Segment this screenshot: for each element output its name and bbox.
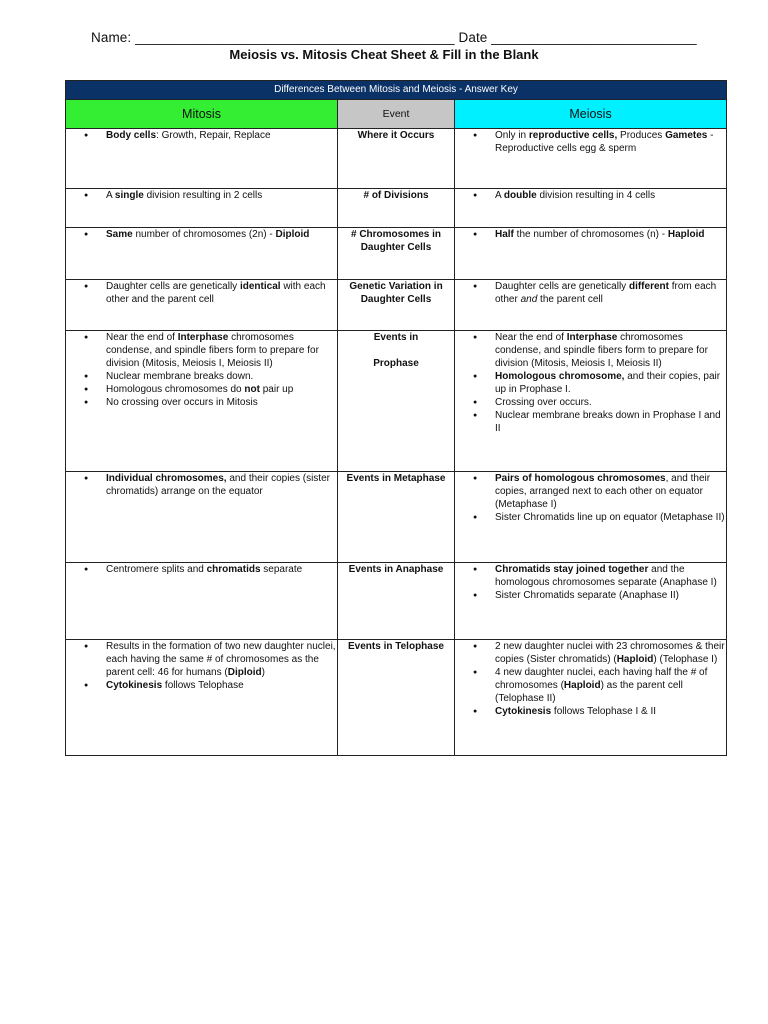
mitosis-bullet-list [66, 129, 337, 142]
list-item: ● Cytokinesis follows Telophase I & II [495, 705, 726, 718]
meiosis-cell [455, 228, 727, 280]
header-row [66, 100, 727, 129]
table-row [66, 472, 727, 563]
mitosis-bullet-list [66, 472, 337, 498]
meiosis-cell [455, 472, 727, 563]
mitosis-cell [66, 331, 338, 472]
event-cell: # of Divisions [338, 189, 455, 228]
table-row [66, 280, 727, 331]
meiosis-cell [455, 189, 727, 228]
event-cell: Events in Prophase [338, 331, 455, 472]
list-item: ● Daughter cells are genetically different from each other and the parent cell [495, 280, 726, 306]
meiosis-bullet-list [455, 280, 726, 306]
event-cell: Genetic Variation in Daughter Cells [338, 280, 455, 331]
name-date-line: Name: __________________________________________ Date ___________________________ [91, 30, 697, 45]
mitosis-cell [66, 189, 338, 228]
event-cell: Events in Metaphase [338, 472, 455, 563]
list-item: ● Sister Chromatids line up on equator (Metaphase II) [495, 511, 726, 524]
list-item: ● 4 new daughter nuclei, each having half the # of chromosomes (Haploid) as the parent cell (Telophase II) [495, 666, 726, 705]
list-item: ● Half the number of chromosomes (n) - Haploid [495, 228, 726, 241]
meiosis-bullet-list [455, 189, 726, 202]
banner-row [66, 81, 727, 100]
comparison-table [65, 80, 727, 756]
list-item: ● Individual chromosomes, and their copies (sister chromatids) arrange on the equator [106, 472, 337, 498]
meiosis-bullet-list [455, 563, 726, 602]
mitosis-bullet-list [66, 189, 337, 202]
document-title: Meiosis vs. Mitosis Cheat Sheet & Fill in the Blank [229, 47, 539, 62]
meiosis-cell [455, 563, 727, 640]
list-item: ● Sister Chromatids separate (Anaphase II) [495, 589, 726, 602]
event-cell: Events in Anaphase [338, 563, 455, 640]
list-item: ● Nuclear membrane breaks down. [106, 370, 337, 383]
meiosis-bullet-list [455, 640, 726, 718]
event-cell: # Chromosomes in Daughter Cells [338, 228, 455, 280]
meiosis-bullet-list [455, 129, 726, 155]
meiosis-bullet-list [455, 331, 726, 435]
table-row [66, 331, 727, 472]
event-header: Event [338, 100, 455, 129]
list-item: ● Chromatids stay joined together and the homologous chromosomes separate (Anaphase I) [495, 563, 726, 589]
table-row [66, 563, 727, 640]
list-item: ● Homologous chromosomes do not pair up [106, 383, 337, 396]
list-item: ● Centromere splits and chromatids separate [106, 563, 337, 576]
list-item: ● 2 new daughter nuclei with 23 chromosomes & their copies (Sister chromatids) (Haploid) (Telophase I) [495, 640, 726, 666]
list-item: ● Nuclear membrane breaks down in Prophase I and II [495, 409, 726, 435]
list-item: ● Pairs of homologous chromosomes, and their copies, arranged next to each other on equator (Metaphase I) [495, 472, 726, 511]
mitosis-bullet-list [66, 563, 337, 576]
list-item: ● Near the end of Interphase chromosomes condense, and spindle fibers form to prepare for division (Mitosis, Meiosis I, Meiosis II) [106, 331, 337, 370]
mitosis-cell [66, 563, 338, 640]
list-item: ● Homologous chromosome, and their copies, pair up in Prophase I. [495, 370, 726, 396]
meiosis-cell [455, 280, 727, 331]
mitosis-header: Mitosis [66, 100, 338, 129]
table-row [66, 189, 727, 228]
list-item: ● Daughter cells are genetically identical with each other and the parent cell [106, 280, 337, 306]
list-item: ● A single division resulting in 2 cells [106, 189, 337, 202]
mitosis-bullet-list [66, 228, 337, 241]
meiosis-header: Meiosis [455, 100, 727, 129]
mitosis-bullet-list [66, 640, 337, 692]
list-item: ● A double division resulting in 4 cells [495, 189, 726, 202]
meiosis-cell [455, 331, 727, 472]
mitosis-bullet-list [66, 280, 337, 306]
meiosis-bullet-list [455, 228, 726, 241]
list-item: ● Crossing over occurs. [495, 396, 726, 409]
mitosis-cell [66, 280, 338, 331]
mitosis-cell [66, 129, 338, 189]
list-item: ● No crossing over occurs in Mitosis [106, 396, 337, 409]
list-item: ● Same number of chromosomes (2n) - Diploid [106, 228, 337, 241]
list-item: ● Results in the formation of two new daughter nuclei, each having the same # of chromosomes as the parent cell: 46 for humans (Diploid) [106, 640, 337, 679]
mitosis-cell [66, 472, 338, 563]
mitosis-bullet-list [66, 331, 337, 409]
mitosis-cell [66, 228, 338, 280]
event-cell: Events in Telophase [338, 640, 455, 756]
table-row [66, 228, 727, 280]
list-item: ● Only in reproductive cells, Produces Gametes - Reproductive cells egg & sperm [495, 129, 726, 155]
event-cell: Where it Occurs [338, 129, 455, 189]
table-row [66, 129, 727, 189]
meiosis-bullet-list [455, 472, 726, 524]
list-item: ● Cytokinesis follows Telophase [106, 679, 337, 692]
meiosis-cell [455, 640, 727, 756]
table-banner: Differences Between Mitosis and Meiosis - Answer Key [66, 81, 727, 100]
mitosis-cell [66, 640, 338, 756]
table-row [66, 640, 727, 756]
meiosis-cell [455, 129, 727, 189]
list-item: ● Near the end of Interphase chromosomes condense, and spindle fibers form to prepare for division (Mitosis, Meiosis I, Meiosis II) [495, 331, 726, 370]
list-item: ● Body cells: Growth, Repair, Replace [106, 129, 337, 142]
